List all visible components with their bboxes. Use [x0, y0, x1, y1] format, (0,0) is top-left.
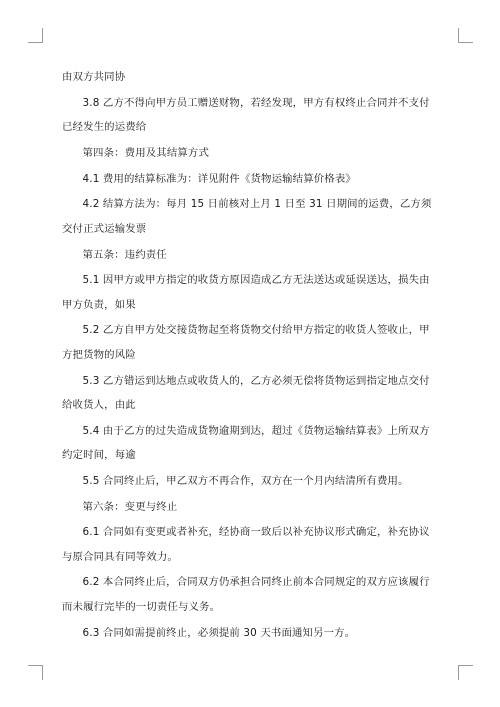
clause-4-2: 4.2 结算方法为：每月 15 日前核对上月 1 日至 31 日期间的运费，乙方须交付正式运输发票 — [62, 198, 432, 235]
clause-5-3: 5.3 乙方错运到达地点或收货人的，乙方必须无偿将货物运到指定地点交付给收货人，由此 — [62, 374, 430, 411]
article-6-heading: 第六条：变更与终止 — [82, 500, 178, 513]
corner-mark-bottom-right — [458, 665, 473, 680]
clause-5-1: 5.1 因甲方或甲方指定的收货方原因造成乙方无法送达或延误送达，损失由甲方负责，如果 — [62, 274, 430, 311]
corner-mark-bottom-left — [28, 665, 43, 680]
corner-mark-top-left — [28, 28, 43, 43]
clause-4-1: 4.1 费用的结算标准为：详见附件《货物运输结算价格表》 — [82, 172, 356, 185]
article-4-heading: 第四条：费用及其结算方式 — [82, 146, 209, 159]
clause-6-1: 6.1 合同如有变更或者补充，经协商一致后以补充协议形式确定，补充协议与原合同具有同等效力。 — [62, 526, 430, 563]
corner-mark-top-right — [458, 28, 473, 43]
document-body — [62, 65, 440, 646]
clause-5-2: 5.2 乙方自甲方处交接货物起至将货物交付给甲方指定的收货人签收止，甲方把货物的风险 — [62, 324, 430, 361]
clause-3-8: 3.8 乙方不得向甲方员工赠送财物，若经发现，甲方有权终止合同并不支付已经发生的运费给 — [62, 96, 430, 134]
clause-6-3: 6.3 合同如需提前终止，必须提前 30 天书面通知另一方。 — [82, 626, 356, 639]
clause-5-4: 5.4 由于乙方的过失造成货物逾期到达，超过《货物运输结算表》上所双方约定时间，每逾 — [62, 424, 430, 461]
paragraph-continuation: 由双方共同协 — [62, 71, 126, 83]
article-5-heading: 第五条：违约责任 — [82, 248, 167, 261]
clause-5-5: 5.5 合同终止后，甲乙双方不再合作，双方在一个月内结清所有费用。 — [82, 474, 409, 487]
clause-6-2: 6.2 本合同终止后，合同双方仍承担合同终止前本合同规定的双方应该履行而未履行完毕的一切责任与义务。 — [62, 576, 430, 613]
